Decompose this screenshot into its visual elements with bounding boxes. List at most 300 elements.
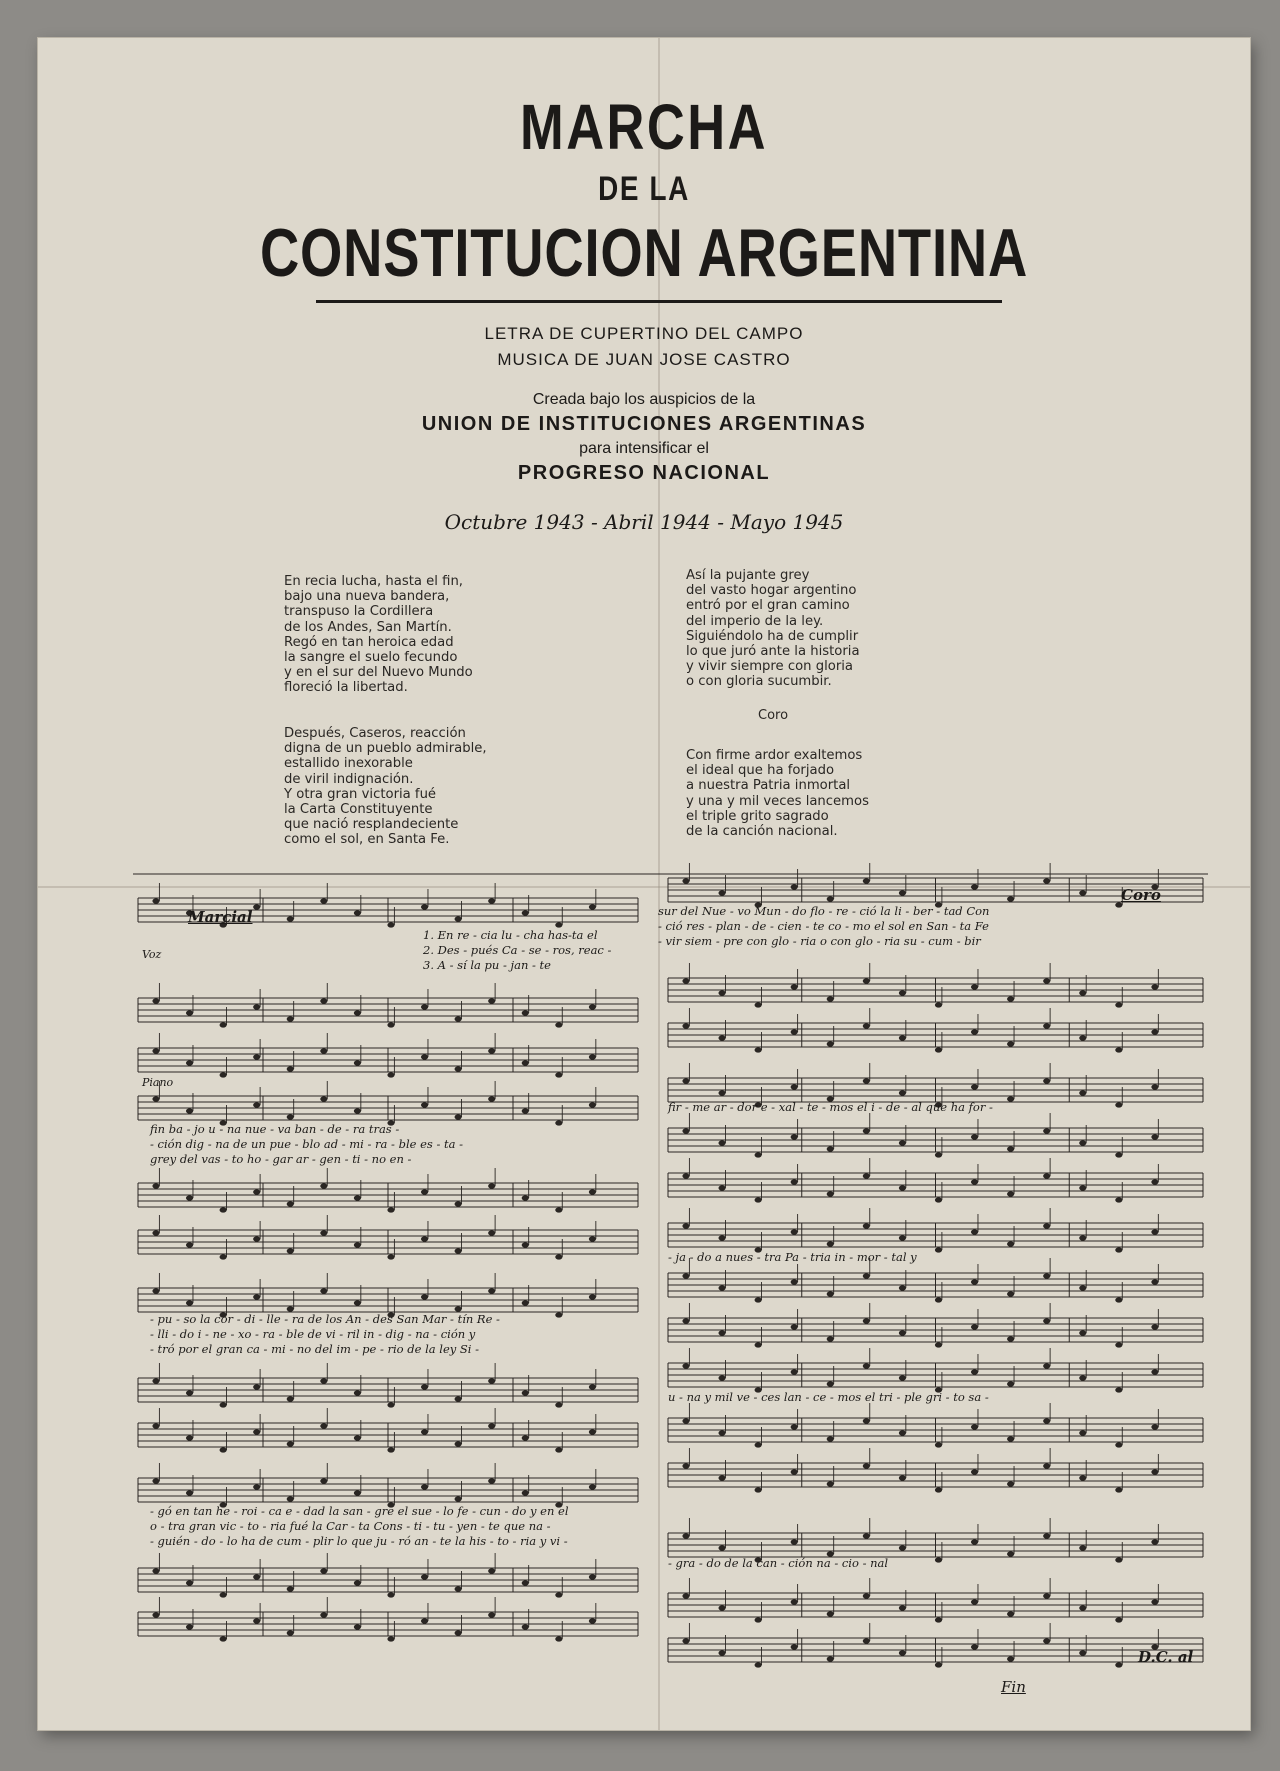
note-head	[455, 1630, 462, 1635]
note-head	[718, 890, 725, 895]
note-head	[682, 1173, 689, 1178]
note-head	[1115, 1387, 1122, 1392]
note-head	[522, 1010, 529, 1015]
note-head	[935, 1197, 942, 1202]
note-head	[522, 1435, 529, 1440]
note-head	[354, 1010, 361, 1015]
title-line-3: CONSTITUCION ARGENTINA	[259, 215, 1029, 291]
note-head	[488, 898, 495, 903]
note-head	[718, 1285, 725, 1290]
note-head	[555, 1592, 562, 1597]
note-head	[455, 1201, 462, 1206]
note-head	[589, 904, 596, 909]
note-head	[971, 1084, 978, 1089]
verse-line: estallido inexorable	[284, 756, 413, 772]
note-head	[1079, 890, 1086, 895]
score-lyric-line: sur del Nue - vo Mun - do flo - re - ció la li - ber - tad Con	[658, 904, 990, 918]
note-head	[387, 1402, 394, 1407]
note-head	[522, 1390, 529, 1395]
verse-line: digna de un pueblo admirable,	[284, 741, 487, 757]
note-head	[718, 1430, 725, 1435]
note-head	[287, 1248, 294, 1253]
note-head	[488, 1048, 495, 1053]
note-head	[863, 1318, 870, 1323]
note-head	[791, 1179, 798, 1184]
note-head	[718, 1605, 725, 1610]
note-head	[186, 1242, 193, 1247]
note-head	[186, 1010, 193, 1015]
note-head	[863, 1638, 870, 1643]
note-head	[827, 1146, 834, 1151]
note-head	[186, 1060, 193, 1065]
note-head	[791, 1279, 798, 1284]
note-head	[455, 916, 462, 921]
note-head	[791, 1469, 798, 1474]
note-head	[755, 1297, 762, 1302]
note-head	[287, 1306, 294, 1311]
note-head	[682, 1638, 689, 1643]
note-head	[589, 1484, 596, 1489]
note-head	[971, 1644, 978, 1649]
note-head	[455, 1586, 462, 1591]
note-head	[755, 1662, 762, 1667]
verse-line: la sangre el suelo fecundo	[284, 650, 458, 666]
note-head	[971, 1229, 978, 1234]
note-head	[253, 1236, 260, 1241]
note-head	[320, 1423, 327, 1428]
note-head	[1079, 1375, 1086, 1380]
note-head	[1007, 1336, 1014, 1341]
note-head	[555, 1254, 562, 1259]
note-head	[1151, 1599, 1158, 1604]
score-lyric-line: - vir siem - pre con glo - ria o con glo - ria su - cum - bir	[658, 934, 981, 948]
note-head	[827, 1656, 834, 1661]
note-head	[1043, 1273, 1050, 1278]
note-head	[387, 1254, 394, 1259]
note-head	[488, 1288, 495, 1293]
note-head	[1079, 1035, 1086, 1040]
score-lyric-line: o - tra gran vic - to - ria fué la Car - ta Cons - ti - tu - yen - te que na -	[150, 1519, 551, 1533]
note-head	[682, 1463, 689, 1468]
note-head	[791, 1324, 798, 1329]
note-head	[1115, 1197, 1122, 1202]
note-head	[186, 1490, 193, 1495]
note-head	[1115, 1247, 1122, 1252]
note-head	[1007, 1611, 1014, 1616]
note-head	[488, 1378, 495, 1383]
note-head	[287, 916, 294, 921]
note-head	[682, 1418, 689, 1423]
score-lyric-line: - tró por el gran ca - mi - no del im - pe - rio de la ley Si -	[150, 1342, 479, 1356]
note-head	[791, 984, 798, 989]
note-head	[971, 984, 978, 989]
note-head	[1043, 1363, 1050, 1368]
note-head	[718, 1545, 725, 1550]
note-head	[253, 1429, 260, 1434]
note-head	[935, 1047, 942, 1052]
note-head	[354, 1195, 361, 1200]
note-head	[1115, 1557, 1122, 1562]
note-head	[1079, 1605, 1086, 1610]
note-head	[387, 1592, 394, 1597]
note-head	[682, 1273, 689, 1278]
note-head	[791, 1644, 798, 1649]
note-head	[899, 990, 906, 995]
note-head	[287, 1586, 294, 1591]
note-head	[755, 1047, 762, 1052]
note-head	[827, 996, 834, 1001]
note-head	[971, 1134, 978, 1139]
note-head	[682, 1128, 689, 1133]
note-head	[935, 1247, 942, 1252]
note-head	[682, 1223, 689, 1228]
fin-marking: Fin	[1001, 1678, 1026, 1696]
score-lyric-line: - ció res - plan - de - cien - te co - mo el sol en San - ta Fe	[658, 919, 989, 933]
note-head	[220, 1207, 227, 1212]
note-head	[1079, 1330, 1086, 1335]
note-head	[1115, 1102, 1122, 1107]
note-head	[1043, 1223, 1050, 1228]
note-head	[455, 1306, 462, 1311]
note-head	[1043, 1463, 1050, 1468]
note-head	[827, 1381, 834, 1386]
note-head	[387, 1072, 394, 1077]
note-head	[1007, 1291, 1014, 1296]
note-head	[589, 1574, 596, 1579]
note-head	[827, 1611, 834, 1616]
note-head	[971, 1279, 978, 1284]
note-head	[899, 1545, 906, 1550]
note-head	[555, 1312, 562, 1317]
verse-line: el triple grito sagrado	[686, 808, 829, 824]
note-head	[827, 1191, 834, 1196]
note-head	[488, 1568, 495, 1573]
note-head	[899, 1140, 906, 1145]
note-head	[152, 1230, 159, 1235]
note-head	[863, 1363, 870, 1368]
note-head	[682, 1363, 689, 1368]
note-head	[152, 1568, 159, 1573]
verse-line: bajo una nueva bandera,	[284, 589, 450, 605]
note-head	[935, 1442, 942, 1447]
note-head	[488, 1096, 495, 1101]
note-head	[555, 1207, 562, 1212]
score-lyric-line: fir - me ar - dor e - xal - te - mos el i - de - al que ha for -	[668, 1100, 993, 1114]
verse-line: entró por el gran camino	[686, 598, 850, 614]
note-head	[387, 1207, 394, 1212]
note-head	[488, 1612, 495, 1617]
note-head	[421, 1484, 428, 1489]
note-head	[1007, 896, 1014, 901]
note-head	[718, 1375, 725, 1380]
note-head	[387, 1447, 394, 1452]
note-head	[1151, 1424, 1158, 1429]
note-head	[899, 1235, 906, 1240]
note-head	[320, 998, 327, 1003]
score-lyric-line: grey del vas - to ho - gar ar - gen - ti - no en -	[150, 1152, 412, 1166]
note-head	[971, 1029, 978, 1034]
note-head	[1007, 1191, 1014, 1196]
verse-line: Después, Caseros, reacción	[284, 726, 466, 741]
score-lyric-line: - gra - do de la can - ción na - cio - nal	[668, 1556, 889, 1570]
note-head	[863, 1463, 870, 1468]
note-head	[863, 1173, 870, 1178]
note-head	[1115, 1152, 1122, 1157]
note-head	[354, 1580, 361, 1585]
note-head	[354, 1300, 361, 1305]
note-head	[522, 910, 529, 915]
note-head	[186, 1580, 193, 1585]
note-head	[1007, 1381, 1014, 1386]
dates-line: Octubre 1943 - Abril 1944 - Mayo 1945	[444, 510, 844, 534]
note-head	[791, 1599, 798, 1604]
verse-line: de viril indignación.	[284, 771, 414, 787]
note-head	[589, 1054, 596, 1059]
score-lyric-line: 2. Des - pués Ca - se - ros, reac -	[423, 943, 612, 957]
verse-line: la Carta Constituyente	[284, 802, 433, 818]
note-head	[971, 1539, 978, 1544]
note-head	[1043, 878, 1050, 883]
note-head	[320, 1183, 327, 1188]
verse-line: el ideal que ha forjado	[686, 763, 835, 779]
note-head	[287, 1630, 294, 1635]
note-head	[863, 1128, 870, 1133]
note-head	[971, 1424, 978, 1429]
note-head	[522, 1490, 529, 1495]
verse-line: o con gloria sucumbir.	[686, 674, 832, 690]
note-head	[287, 1016, 294, 1021]
note-head	[1043, 1638, 1050, 1643]
score-lyric-line: 3. A - sí la pu - jan - te	[423, 958, 551, 972]
note-head	[1151, 1029, 1158, 1034]
note-head	[186, 1390, 193, 1395]
note-head	[455, 1396, 462, 1401]
note-head	[421, 1236, 428, 1241]
note-head	[1007, 1041, 1014, 1046]
note-head	[354, 1435, 361, 1440]
note-head	[152, 1478, 159, 1483]
note-head	[488, 1423, 495, 1428]
note-head	[682, 1318, 689, 1323]
note-head	[791, 1539, 798, 1544]
note-head	[421, 1429, 428, 1434]
note-head	[1151, 1179, 1158, 1184]
coro-marking: Coro	[1121, 886, 1161, 904]
note-head	[1115, 1002, 1122, 1007]
title-line-1: MARCHA	[520, 91, 768, 163]
note-head	[253, 1189, 260, 1194]
note-head	[354, 1108, 361, 1113]
score-lyric-line: u - na y mil ve - ces lan - ce - mos el tri - ple gri - to sa -	[668, 1390, 989, 1404]
note-head	[287, 1496, 294, 1501]
note-head	[387, 1636, 394, 1641]
verse-line: Y otra gran victoria fué	[284, 786, 437, 802]
note-head	[755, 1002, 762, 1007]
note-head	[1115, 1342, 1122, 1347]
note-head	[755, 1617, 762, 1622]
note-head	[186, 1108, 193, 1113]
note-head	[899, 1430, 906, 1435]
note-head	[421, 1189, 428, 1194]
note-head	[935, 1617, 942, 1622]
note-head	[455, 1066, 462, 1071]
note-head	[152, 1048, 159, 1053]
note-head	[899, 1475, 906, 1480]
tempo-marking: Marcial	[188, 908, 253, 926]
note-head	[791, 1084, 798, 1089]
note-head	[421, 1294, 428, 1299]
note-head	[152, 998, 159, 1003]
note-head	[589, 1618, 596, 1623]
note-head	[220, 1592, 227, 1597]
note-head	[718, 1185, 725, 1190]
note-head	[1079, 1475, 1086, 1480]
verse-line: lo que juró ante la historia	[686, 644, 860, 660]
note-head	[682, 878, 689, 883]
note-head	[320, 1568, 327, 1573]
note-head	[899, 890, 906, 895]
note-head	[755, 1197, 762, 1202]
note-head	[253, 1102, 260, 1107]
note-head	[1151, 1469, 1158, 1474]
piano-label: Piano	[142, 1076, 174, 1089]
verse-line: que nació resplandeciente	[284, 817, 459, 833]
note-head	[1007, 1436, 1014, 1441]
verse-line: de la canción nacional.	[686, 824, 838, 840]
note-head	[421, 1618, 428, 1623]
music-credit: MUSICA DE JUAN JOSE CASTRO	[497, 350, 791, 369]
verse-line: floreció la libertad.	[284, 680, 408, 696]
note-head	[354, 1060, 361, 1065]
note-head	[220, 1022, 227, 1027]
note-head	[555, 1072, 562, 1077]
note-head	[1079, 1650, 1086, 1655]
note-head	[718, 1235, 725, 1240]
note-head	[1043, 1533, 1050, 1538]
note-head	[1079, 1285, 1086, 1290]
score-lyric-line: - ja - do a nues - tra Pa - tria in - mor - tal y	[668, 1250, 917, 1264]
note-head	[935, 1002, 942, 1007]
note-head	[1151, 1369, 1158, 1374]
verse-line: de los Andes, San Martín.	[284, 619, 452, 635]
verse-line: del vasto hogar argentino	[686, 583, 857, 599]
score-lyric-line: - guién - do - lo ha de cum - plir lo que ju - ró an - te la his - to - ria y vi -	[150, 1534, 568, 1548]
note-head	[1115, 1487, 1122, 1492]
note-head	[555, 922, 562, 927]
note-head	[682, 1078, 689, 1083]
note-head	[791, 1134, 798, 1139]
note-head	[899, 1185, 906, 1190]
note-head	[1151, 1279, 1158, 1284]
verse-line: y una y mil veces lancemos	[686, 793, 869, 809]
note-head	[863, 1273, 870, 1278]
note-head	[682, 978, 689, 983]
note-head	[186, 1624, 193, 1629]
note-head	[863, 1223, 870, 1228]
note-head	[220, 1447, 227, 1452]
note-head	[827, 1291, 834, 1296]
note-head	[421, 1574, 428, 1579]
note-head	[152, 1378, 159, 1383]
note-head	[354, 1624, 361, 1629]
note-head	[1079, 1090, 1086, 1095]
note-head	[354, 1490, 361, 1495]
note-head	[455, 1248, 462, 1253]
verse-line: Siguiéndolo ha de cumplir	[686, 628, 859, 644]
lyrics-credit: LETRA DE CUPERTINO DEL CAMPO	[484, 324, 804, 343]
note-head	[421, 904, 428, 909]
note-head	[253, 1054, 260, 1059]
note-head	[1079, 1140, 1086, 1145]
note-head	[718, 1330, 725, 1335]
note-head	[899, 1285, 906, 1290]
note-head	[287, 1066, 294, 1071]
note-head	[971, 1369, 978, 1374]
note-head	[899, 1330, 906, 1335]
note-head	[421, 1384, 428, 1389]
note-head	[555, 1636, 562, 1641]
note-head	[320, 1288, 327, 1293]
note-head	[287, 1441, 294, 1446]
poster-sheet	[38, 38, 1250, 1730]
note-head	[827, 1436, 834, 1441]
note-head	[220, 1254, 227, 1259]
note-head	[320, 1048, 327, 1053]
note-head	[186, 1435, 193, 1440]
note-head	[522, 1624, 529, 1629]
note-head	[863, 1533, 870, 1538]
voice-label: Voz	[142, 948, 162, 961]
note-head	[253, 904, 260, 909]
note-head	[971, 884, 978, 889]
note-head	[522, 1242, 529, 1247]
note-head	[1115, 1662, 1122, 1667]
verse-line: transpuso la Cordillera	[284, 604, 434, 620]
note-head	[1079, 1185, 1086, 1190]
note-head	[1151, 984, 1158, 989]
note-head	[718, 1035, 725, 1040]
note-head	[555, 1402, 562, 1407]
auspices-text: Creada bajo los auspicios de la	[532, 391, 756, 408]
verse-line: del imperio de la ley.	[686, 613, 824, 629]
note-head	[455, 1016, 462, 1021]
sheet-music-staves	[38, 38, 1250, 1730]
note-head	[899, 1375, 906, 1380]
note-head	[220, 1072, 227, 1077]
note-head	[1043, 1023, 1050, 1028]
note-head	[152, 1612, 159, 1617]
note-head	[522, 1300, 529, 1305]
note-head	[287, 1396, 294, 1401]
note-head	[935, 1487, 942, 1492]
note-head	[589, 1189, 596, 1194]
note-head	[186, 1195, 193, 1200]
note-head	[718, 1140, 725, 1145]
note-head	[1115, 1442, 1122, 1447]
note-head	[1115, 1047, 1122, 1052]
score-lyric-line: 1. En re - cia lu - cha has-ta el	[423, 928, 598, 942]
note-head	[488, 998, 495, 1003]
score-lyric-line: - ción dig - na de un pue - blo ad - mi - ra - ble es - ta -	[150, 1137, 464, 1151]
note-head	[1007, 1656, 1014, 1661]
note-head	[589, 1429, 596, 1434]
note-head	[1007, 996, 1014, 1001]
note-head	[827, 1336, 834, 1341]
note-head	[755, 1442, 762, 1447]
note-head	[863, 1078, 870, 1083]
note-head	[320, 1478, 327, 1483]
note-head	[320, 1096, 327, 1101]
